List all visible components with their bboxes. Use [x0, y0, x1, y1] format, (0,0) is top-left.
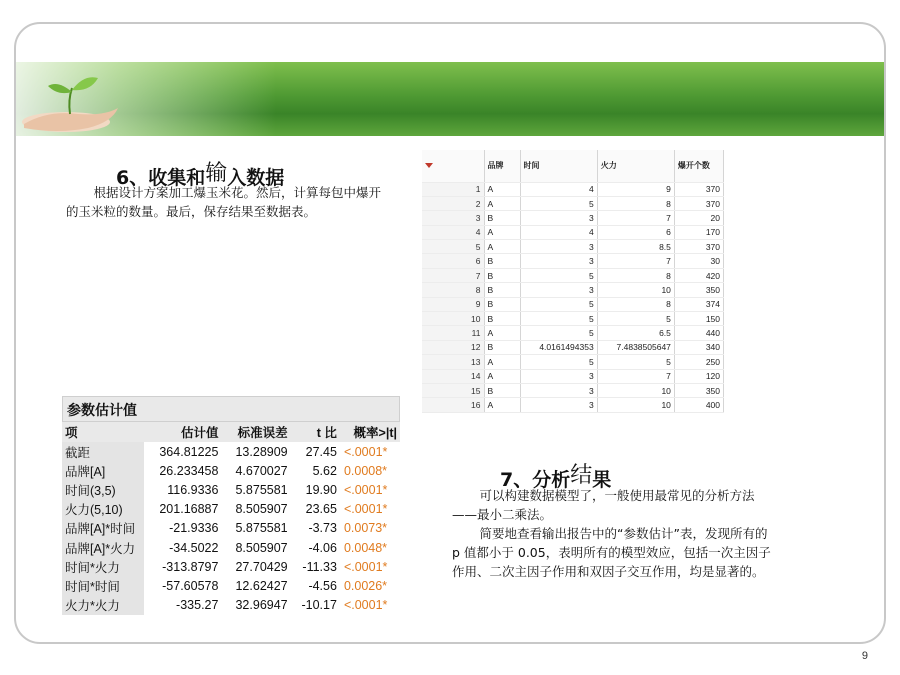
- param-col-stderr: 标准误差: [221, 422, 290, 442]
- cell-time[interactable]: 3: [520, 398, 597, 412]
- cell-brand[interactable]: B: [484, 312, 520, 326]
- row-number[interactable]: 9: [422, 297, 484, 311]
- param-stderr: 32.96947: [235, 598, 288, 613]
- row-number[interactable]: 2: [422, 196, 484, 210]
- table-row[interactable]: [422, 383, 724, 397]
- cell-count[interactable]: 350: [674, 383, 723, 397]
- table-row: [62, 480, 400, 499]
- table-row[interactable]: [422, 297, 724, 311]
- data-table-header: [422, 150, 724, 182]
- param-prob: <.0001*: [343, 444, 388, 459]
- page-number: 9: [861, 650, 868, 662]
- section6-paragraph: 根据设计方案加工爆玉米花。然后，计算每包中爆开的玉米粒的数量。最后，保存结果至数据表。: [66, 185, 382, 219]
- cell-time[interactable]: 5: [520, 355, 597, 369]
- cell-count[interactable]: 340: [674, 340, 723, 354]
- param-estimate: -21.9336: [169, 521, 219, 536]
- cell-fire[interactable]: 7: [597, 369, 674, 383]
- cell-time[interactable]: 5: [520, 196, 597, 210]
- cell-brand[interactable]: B: [484, 297, 520, 311]
- param-estimates-panel: [62, 396, 400, 615]
- param-tratio: -10.17: [301, 598, 337, 613]
- section6-heading-post: 入数据: [227, 167, 285, 189]
- table-row: [62, 596, 400, 615]
- param-term: 品牌[A]*时间: [62, 519, 144, 538]
- section7-paragraph-1: 可以构建数据模型了，一般使用最常见的分析方法——最小二乘法。: [452, 488, 755, 522]
- cell-time[interactable]: 3: [520, 383, 597, 397]
- cell-brand[interactable]: B: [484, 211, 520, 225]
- cell-brand[interactable]: A: [484, 355, 520, 369]
- row-number[interactable]: 10: [422, 312, 484, 326]
- row-number[interactable]: 8: [422, 283, 484, 297]
- param-col-term: 项: [62, 422, 144, 442]
- row-number[interactable]: 6: [422, 254, 484, 268]
- cell-fire[interactable]: 6: [597, 225, 674, 239]
- table-row[interactable]: [422, 211, 724, 225]
- table-row[interactable]: [422, 196, 724, 210]
- cell-count[interactable]: 350: [674, 283, 723, 297]
- row-number[interactable]: 16: [422, 398, 484, 412]
- param-table-header: [62, 422, 400, 442]
- param-term: 时间*时间: [62, 576, 144, 595]
- cell-fire[interactable]: 10: [597, 283, 674, 297]
- cell-time[interactable]: 3: [520, 240, 597, 254]
- cell-brand[interactable]: B: [484, 254, 520, 268]
- cell-time[interactable]: 4: [520, 225, 597, 239]
- cell-fire[interactable]: 10: [597, 383, 674, 397]
- param-prob: <.0001*: [343, 598, 388, 613]
- param-estimate: -335.27: [176, 598, 219, 613]
- data-table: [422, 150, 724, 413]
- table-row: [62, 538, 400, 557]
- param-term: 时间*火力: [62, 557, 144, 576]
- param-term: 时间(3,5): [62, 480, 144, 499]
- param-tratio: 27.45: [305, 444, 337, 459]
- param-col-prob: 概率>|t|: [340, 422, 400, 442]
- param-prob: 0.0048*: [343, 540, 388, 555]
- cell-fire[interactable]: 9: [597, 182, 674, 196]
- dropdown-triangle-icon[interactable]: [425, 163, 433, 168]
- cell-count[interactable]: 440: [674, 326, 723, 340]
- table-row[interactable]: [422, 240, 724, 254]
- row-number[interactable]: 4: [422, 225, 484, 239]
- cell-count[interactable]: 20: [674, 211, 723, 225]
- cell-count[interactable]: 370: [674, 240, 723, 254]
- cell-time[interactable]: 3: [520, 283, 597, 297]
- cell-time[interactable]: 3: [520, 254, 597, 268]
- cell-count[interactable]: 374: [674, 297, 723, 311]
- section7-heading-big: 结: [570, 463, 593, 488]
- table-row[interactable]: [422, 369, 724, 383]
- param-estimate: 26.233458: [159, 463, 219, 478]
- table-row[interactable]: [422, 268, 724, 282]
- param-estimate: -34.5022: [169, 540, 219, 555]
- param-stderr: 8.505907: [235, 502, 288, 517]
- param-term: 品牌[A]: [62, 461, 144, 480]
- section6-heading-pre: 6、收集和: [116, 167, 206, 189]
- row-number[interactable]: 11: [422, 326, 484, 340]
- section7-paragraph-2: 简要地查看输出报告中的“参数估计”表，发现所有的 p 值都小于 0.05，表明所有的模型效应，包括一次主因子作用、二次主因子作用和双因子交互作用，均是显著的。: [452, 526, 771, 579]
- table-row: [62, 442, 400, 461]
- param-tratio: 19.90: [305, 482, 337, 497]
- cell-time[interactable]: 5: [520, 312, 597, 326]
- row-number[interactable]: 1: [422, 182, 484, 196]
- row-number[interactable]: 5: [422, 240, 484, 254]
- param-term: 截距: [62, 442, 144, 461]
- table-row: [62, 519, 400, 538]
- cell-fire[interactable]: 7.4838505647: [597, 340, 674, 354]
- param-tratio: -4.06: [308, 540, 337, 555]
- param-estimate: -313.8797: [162, 559, 219, 574]
- cell-time[interactable]: 4: [520, 182, 597, 196]
- param-prob: 0.0073*: [343, 521, 388, 536]
- cell-brand[interactable]: B: [484, 268, 520, 282]
- table-row[interactable]: [422, 326, 724, 340]
- cell-brand[interactable]: A: [484, 240, 520, 254]
- cell-brand[interactable]: A: [484, 225, 520, 239]
- cell-brand[interactable]: A: [484, 182, 520, 196]
- cell-fire[interactable]: 10: [597, 398, 674, 412]
- param-tratio: 23.65: [305, 502, 337, 517]
- col-header-brand[interactable]: 品牌: [484, 150, 520, 182]
- param-prob: <.0001*: [343, 502, 388, 517]
- cell-count[interactable]: 30: [674, 254, 723, 268]
- row-number[interactable]: 12: [422, 340, 484, 354]
- cell-brand[interactable]: A: [484, 398, 520, 412]
- param-stderr: 5.875581: [235, 482, 288, 497]
- cell-count[interactable]: 370: [674, 196, 723, 210]
- param-stderr: 13.28909: [235, 444, 288, 459]
- cell-count[interactable]: 420: [674, 268, 723, 282]
- table-row: [62, 576, 400, 595]
- param-estimates-table: [62, 422, 400, 615]
- section6-heading-big: 输: [205, 161, 228, 186]
- row-number[interactable]: 15: [422, 383, 484, 397]
- sprout-in-hand-icon: [18, 62, 128, 136]
- param-prob: <.0001*: [343, 559, 388, 574]
- param-stderr: 8.505907: [235, 540, 288, 555]
- row-number[interactable]: 3: [422, 211, 484, 225]
- table-row[interactable]: [422, 225, 724, 239]
- cell-time[interactable]: 3: [520, 211, 597, 225]
- param-tratio: -3.73: [308, 521, 337, 536]
- col-header-fire[interactable]: 火力: [597, 150, 674, 182]
- cell-brand[interactable]: A: [484, 369, 520, 383]
- section7-heading-post: 果: [592, 469, 612, 491]
- cell-fire[interactable]: 7: [597, 211, 674, 225]
- param-stderr: 27.70429: [235, 559, 288, 574]
- table-row[interactable]: [422, 283, 724, 297]
- section7-heading-pre: 7、分析: [500, 469, 571, 491]
- cell-time[interactable]: 3: [520, 369, 597, 383]
- cell-fire[interactable]: 5: [597, 312, 674, 326]
- param-tratio: 5.62: [312, 463, 337, 478]
- table-row[interactable]: [422, 398, 724, 412]
- param-prob: <.0001*: [343, 482, 388, 497]
- cell-fire[interactable]: 8: [597, 268, 674, 282]
- table-row: [62, 461, 400, 480]
- header-banner: [16, 62, 886, 136]
- cell-time[interactable]: 5: [520, 268, 597, 282]
- param-estimate: 201.16887: [159, 502, 219, 517]
- cell-count[interactable]: 150: [674, 312, 723, 326]
- row-number[interactable]: 13: [422, 355, 484, 369]
- param-estimates-title[interactable]: 参数估计值: [62, 396, 400, 422]
- param-tratio: -4.56: [308, 578, 337, 593]
- cell-fire[interactable]: 8: [597, 196, 674, 210]
- cell-fire[interactable]: 6.5: [597, 326, 674, 340]
- cell-brand[interactable]: B: [484, 283, 520, 297]
- col-header-time[interactable]: 时间: [520, 150, 597, 182]
- param-stderr: 12.62427: [235, 578, 288, 593]
- table-row: [62, 557, 400, 576]
- cell-time[interactable]: 5: [520, 297, 597, 311]
- table-row[interactable]: [422, 254, 724, 268]
- table-row[interactable]: [422, 355, 724, 369]
- param-term: 品牌[A]*火力: [62, 538, 144, 557]
- cell-time[interactable]: 4.0161494353: [520, 340, 597, 354]
- cell-brand[interactable]: A: [484, 326, 520, 340]
- param-tratio: -11.33: [302, 559, 337, 574]
- row-number[interactable]: 7: [422, 268, 484, 282]
- cell-fire[interactable]: 7: [597, 254, 674, 268]
- cell-brand[interactable]: B: [484, 383, 520, 397]
- param-estimate: -57.60578: [162, 578, 219, 593]
- section7-paragraph-box: [452, 486, 774, 581]
- row-number[interactable]: 14: [422, 369, 484, 383]
- cell-fire[interactable]: 8: [597, 297, 674, 311]
- param-term: 火力(5,10): [62, 500, 144, 519]
- cell-count[interactable]: 370: [674, 182, 723, 196]
- cell-count[interactable]: 400: [674, 398, 723, 412]
- cell-count[interactable]: 170: [674, 225, 723, 239]
- cell-brand[interactable]: B: [484, 340, 520, 354]
- param-prob: 0.0026*: [343, 578, 388, 593]
- param-term: 火力*火力: [62, 596, 144, 615]
- table-row: [62, 500, 400, 519]
- section6-paragraph-box: [66, 183, 384, 221]
- table-row[interactable]: [422, 182, 724, 196]
- param-estimate: 364.81225: [159, 444, 219, 459]
- cell-fire[interactable]: 8.5: [597, 240, 674, 254]
- param-estimate: 116.9336: [167, 482, 219, 497]
- table-row[interactable]: [422, 340, 724, 354]
- cell-fire[interactable]: 5: [597, 355, 674, 369]
- table-row[interactable]: [422, 312, 724, 326]
- param-col-tratio: t 比: [291, 422, 340, 442]
- cell-brand[interactable]: A: [484, 196, 520, 210]
- param-col-estimate: 估计值: [144, 422, 221, 442]
- cell-time[interactable]: 5: [520, 326, 597, 340]
- param-prob: 0.0008*: [343, 463, 388, 478]
- param-stderr: 5.875581: [235, 521, 288, 536]
- cell-count[interactable]: 250: [674, 355, 723, 369]
- data-table-corner[interactable]: [422, 150, 484, 182]
- param-stderr: 4.670027: [235, 463, 288, 478]
- cell-count[interactable]: 120: [674, 369, 723, 383]
- col-header-count[interactable]: 爆开个数: [674, 150, 723, 182]
